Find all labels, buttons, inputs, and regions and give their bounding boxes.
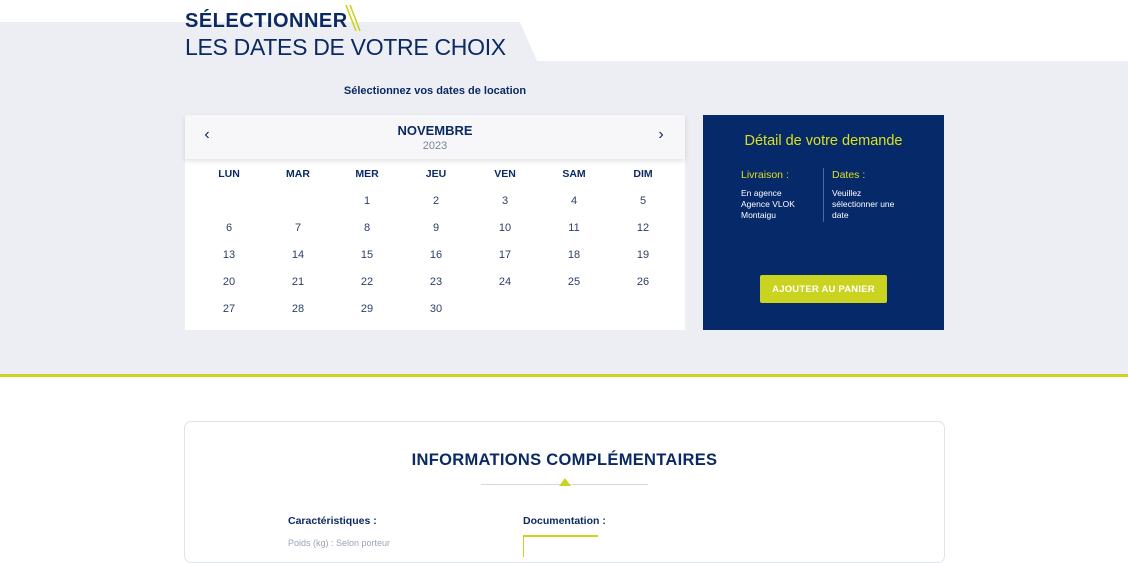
calendar-day[interactable]: 23 bbox=[429, 276, 443, 288]
calendar-day[interactable]: 13 bbox=[222, 249, 236, 261]
calendar-day[interactable]: 9 bbox=[432, 222, 440, 234]
weekday-sun: DIM bbox=[633, 168, 653, 180]
calendar-month: NOVEMBRE bbox=[397, 123, 473, 138]
chevron-right-icon[interactable]: › bbox=[658, 126, 664, 143]
calendar-day[interactable]: 4 bbox=[570, 195, 578, 207]
documentation-link[interactable] bbox=[523, 535, 598, 557]
calendar-day[interactable]: 29 bbox=[360, 303, 374, 315]
additional-info-card bbox=[184, 421, 945, 563]
delivery-mode: En agence bbox=[741, 188, 782, 198]
heading-line-2: LES DATES DE VOTRE CHOIX bbox=[185, 34, 506, 60]
date-calendar bbox=[185, 115, 685, 330]
calendar-day[interactable]: 14 bbox=[291, 249, 305, 261]
calendar-day[interactable]: 27 bbox=[222, 303, 236, 315]
detail-title: Détail de votre demande bbox=[744, 133, 903, 149]
heading-line-1: SÉLECTIONNER bbox=[185, 10, 348, 32]
calendar-day[interactable]: 25 bbox=[567, 276, 581, 288]
detail-separator bbox=[823, 168, 824, 222]
dates-line-2: sélectionner une bbox=[832, 199, 895, 209]
add-to-cart-button[interactable]: AJOUTER AU PANIER bbox=[760, 275, 887, 303]
calendar-day[interactable]: 30 bbox=[429, 303, 443, 315]
calendar-day[interactable]: 11 bbox=[568, 222, 580, 234]
calendar-day[interactable]: 5 bbox=[639, 195, 647, 207]
calendar-day[interactable]: 7 bbox=[294, 222, 302, 234]
calendar-day[interactable]: 22 bbox=[360, 276, 374, 288]
dates-line-1: Veuillez bbox=[832, 188, 862, 198]
calendar-header bbox=[185, 115, 685, 159]
calendar-day[interactable]: 21 bbox=[291, 276, 305, 288]
calendar-day[interactable]: 6 bbox=[225, 222, 233, 234]
weekday-mon: LUN bbox=[218, 168, 240, 180]
chevron-left-icon[interactable]: ‹ bbox=[204, 126, 210, 143]
calendar-day[interactable]: 26 bbox=[636, 276, 650, 288]
calendar-day[interactable]: 18 bbox=[567, 249, 581, 261]
calendar-day[interactable]: 8 bbox=[363, 222, 371, 234]
request-detail-panel bbox=[703, 115, 944, 330]
delivery-city: Montaigu bbox=[741, 210, 776, 220]
additional-info-title: INFORMATIONS COMPLÉMENTAIRES bbox=[411, 451, 718, 469]
calendar-day[interactable]: 19 bbox=[636, 249, 650, 261]
weekday-thu: JEU bbox=[425, 168, 447, 180]
calendar-subtitle: Sélectionnez vos dates de location bbox=[343, 85, 527, 97]
delivery-agency: Agence VLOK bbox=[741, 199, 795, 209]
characteristics-label: Caractéristiques : bbox=[288, 515, 377, 527]
calendar-day[interactable]: 2 bbox=[432, 195, 440, 207]
delivery-info bbox=[741, 188, 795, 221]
documentation-label: Documentation : bbox=[523, 515, 606, 527]
dates-info bbox=[832, 188, 894, 221]
dates-label: Dates : bbox=[832, 169, 866, 181]
slash-decoration-icon bbox=[344, 4, 364, 34]
calendar-day[interactable]: 10 bbox=[498, 222, 512, 234]
calendar-day[interactable]: 20 bbox=[222, 276, 236, 288]
weekday-wed: MER bbox=[355, 168, 379, 180]
calendar-day[interactable]: 15 bbox=[360, 249, 374, 261]
triangle-up-icon bbox=[559, 478, 571, 486]
weekday-tue: MAR bbox=[286, 168, 310, 180]
calendar-day[interactable]: 17 bbox=[498, 249, 512, 261]
calendar-day[interactable]: 24 bbox=[498, 276, 512, 288]
calendar-day[interactable]: 3 bbox=[501, 195, 509, 207]
calendar-day[interactable]: 1 bbox=[363, 195, 371, 207]
weekday-fri: VEN bbox=[494, 168, 516, 180]
calendar-day[interactable]: 16 bbox=[429, 249, 443, 261]
dates-line-3: date bbox=[832, 210, 849, 220]
characteristic-weight: Poids (kg) : Selon porteur bbox=[288, 538, 391, 548]
calendar-year: 2023 bbox=[422, 140, 448, 152]
delivery-label: Livraison : bbox=[741, 169, 789, 181]
calendar-day[interactable]: 28 bbox=[291, 303, 305, 315]
calendar-day[interactable]: 12 bbox=[636, 222, 650, 234]
weekday-sat: SAM bbox=[562, 168, 586, 180]
section-divider-line bbox=[0, 374, 1128, 377]
